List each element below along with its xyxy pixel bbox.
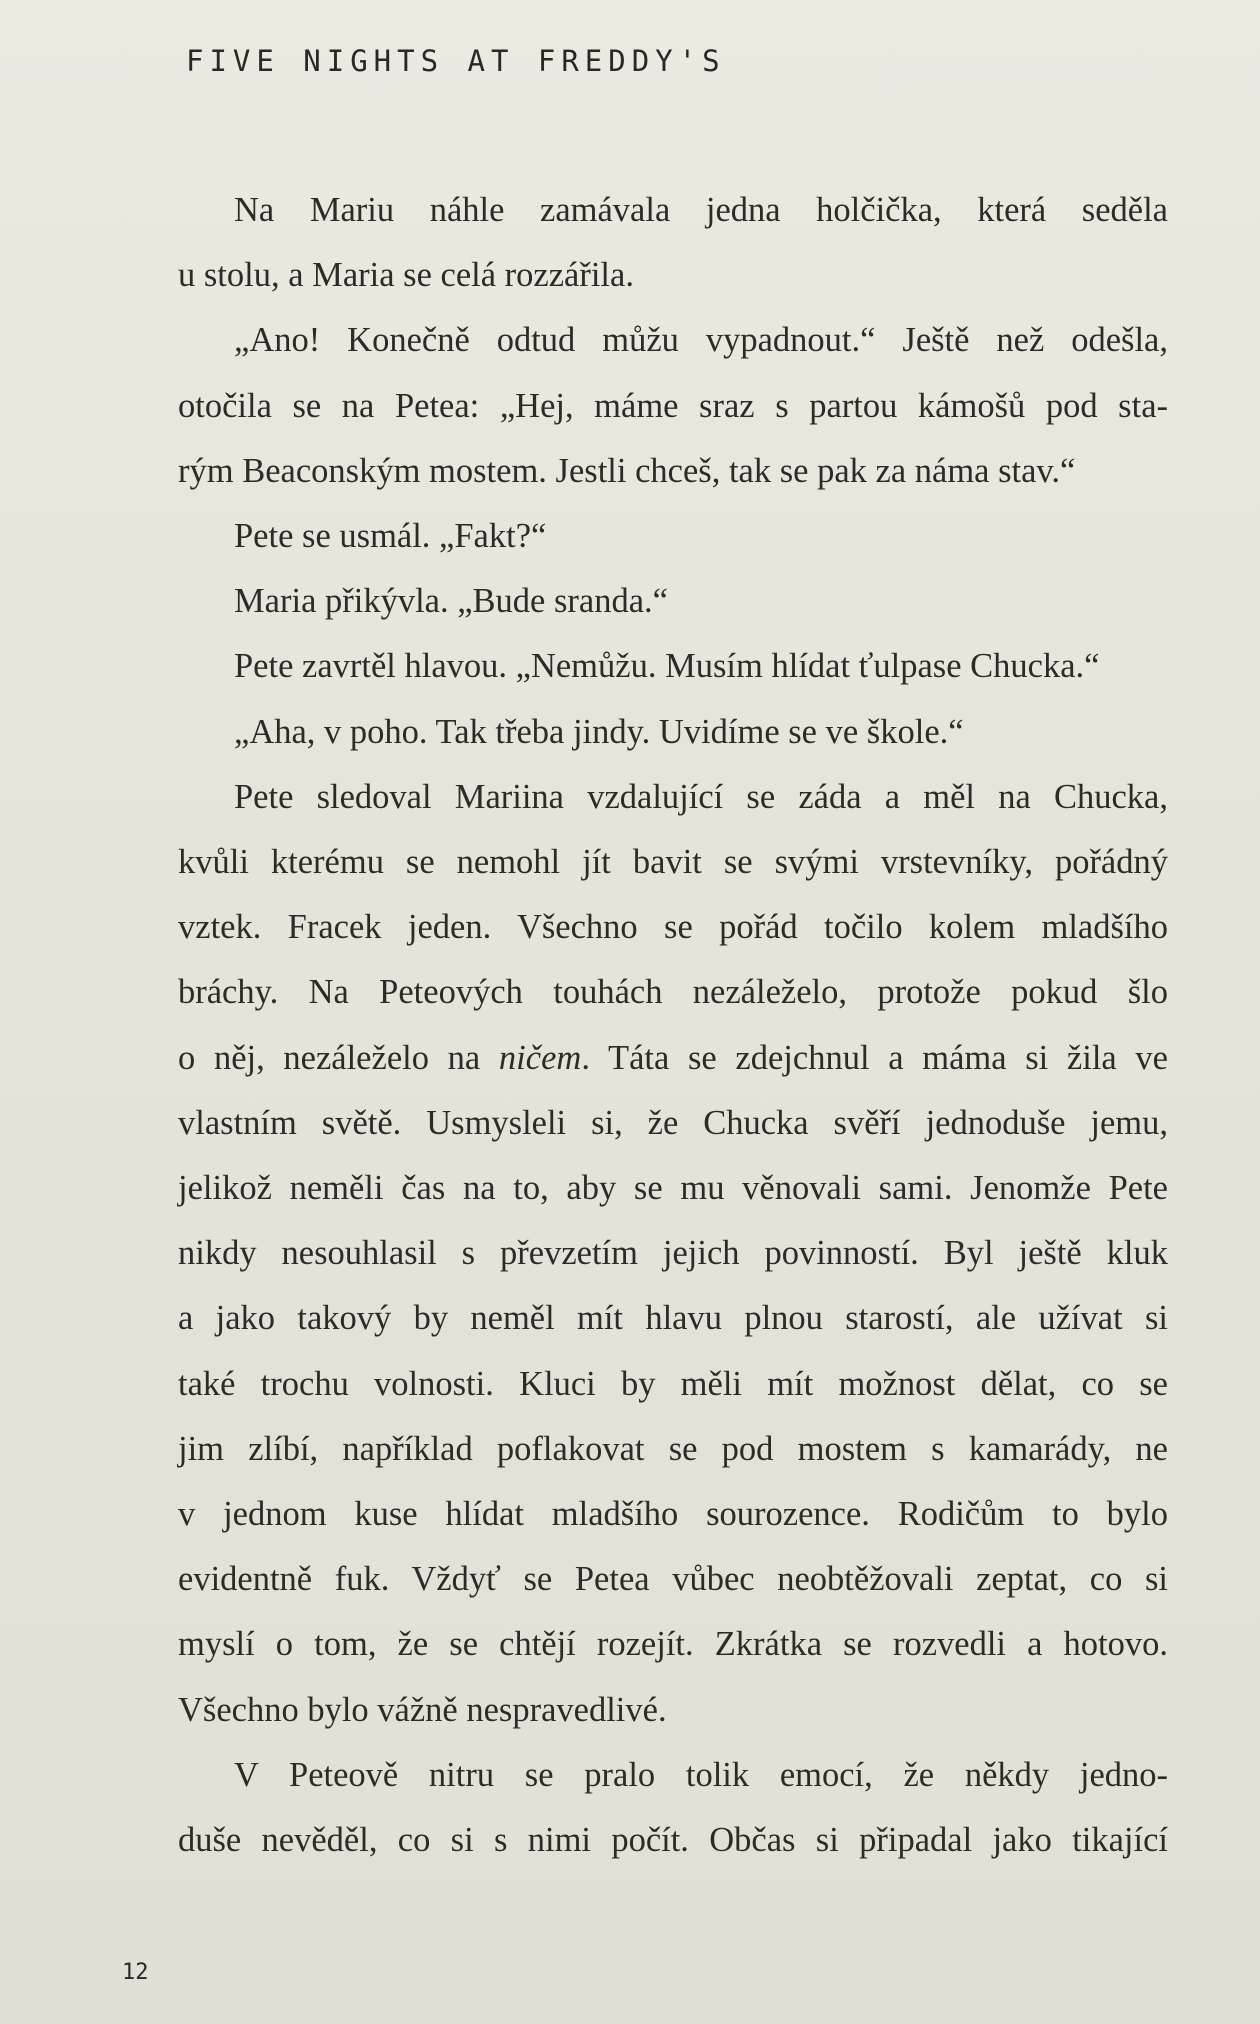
text-line: jim zlíbí, například poflakovat se pod mostem s kamarády, ne	[178, 1429, 1168, 1468]
page-number: 12	[122, 1960, 149, 1985]
emphasized-word: ničem	[498, 1038, 582, 1077]
text-line: nikdy nesouhlasil s převzetím jejich povinností. Byl ještě kluk	[178, 1234, 1168, 1273]
text-line: vztek. Fracek jeden. Všechno se pořád točilo kolem mladšího	[178, 908, 1168, 947]
text-line: „Aha, v poho. Tak třeba jindy. Uvidíme se ve škole.“	[234, 712, 964, 751]
running-head: FIVE NIGHTS AT FREDDY'S	[186, 44, 726, 78]
text-line: bráchy. Na Peteových touhách nezáleželo, protože pokud šlo	[178, 973, 1168, 1012]
text-line	[178, 1026, 1168, 1091]
text-line: Pete zavrtěl hlavou. „Nemůžu. Musím hlídat ťulpase Chucka.“	[234, 647, 1100, 686]
text-line: Maria přikývla. „Bude sranda.“	[234, 582, 668, 621]
text-line: otočila se na Petea: „Hej, máme sraz s partou kámošů pod sta-	[178, 386, 1168, 425]
text-line: rým Beaconským mostem. Jestli chceš, tak se pak za náma stav.“	[178, 451, 1076, 490]
text-line: duše nevěděl, co si s nimi počít. Občas si připadal jako tikající	[178, 1821, 1168, 1860]
text-line: a jako takový by neměl mít hlavu plnou starostí, ale užívat si	[178, 1299, 1168, 1338]
text-line: u stolu, a Maria se celá rozzářila.	[178, 256, 634, 295]
text-line: Všechno bylo vážně nespravedlivé.	[178, 1690, 667, 1729]
text-line: také trochu volnosti. Kluci by měli mít možnost dělat, co se	[178, 1364, 1168, 1403]
text-line: myslí o tom, že se chtějí rozejít. Zkrátka se rozvedli a hotovo.	[178, 1625, 1168, 1664]
text-line: Na Mariu náhle zamávala jedna holčička, která seděla	[234, 191, 1168, 229]
text-line: vlastním světě. Usmysleli si, že Chucka svěří jednoduše jemu,	[178, 1103, 1168, 1142]
text-line: „Ano! Konečně odtud můžu vypadnout.“ Ještě než odešla,	[234, 321, 1168, 360]
text-line: v jednom kuse hlídat mladšího sourozence. Rodičům to bylo	[178, 1495, 1168, 1534]
text-line: evidentně fuk. Vždyť se Petea vůbec neobtěžovali zeptat, co si	[178, 1560, 1168, 1599]
text-line: jelikož neměli čas na to, aby se mu věnovali sami. Jenomže Pete	[178, 1169, 1168, 1208]
body-text	[178, 178, 1168, 1873]
text-line: Pete sledoval Mariina vzdalující se záda a měl na Chucka,	[234, 777, 1168, 816]
text-line: V Peteově nitru se pralo tolik emocí, že někdy jedno-	[234, 1755, 1168, 1794]
text-line: Pete se usmál. „Fakt?“	[234, 517, 547, 556]
text-fragment: . Táta se zdejchnul a máma si žila ve	[581, 1038, 1168, 1077]
text-line: kvůli kterému se nemohl jít bavit se svými vrstevníky, pořádný	[178, 843, 1168, 882]
text-fragment: o něj, nezáleželo na	[178, 1038, 499, 1077]
